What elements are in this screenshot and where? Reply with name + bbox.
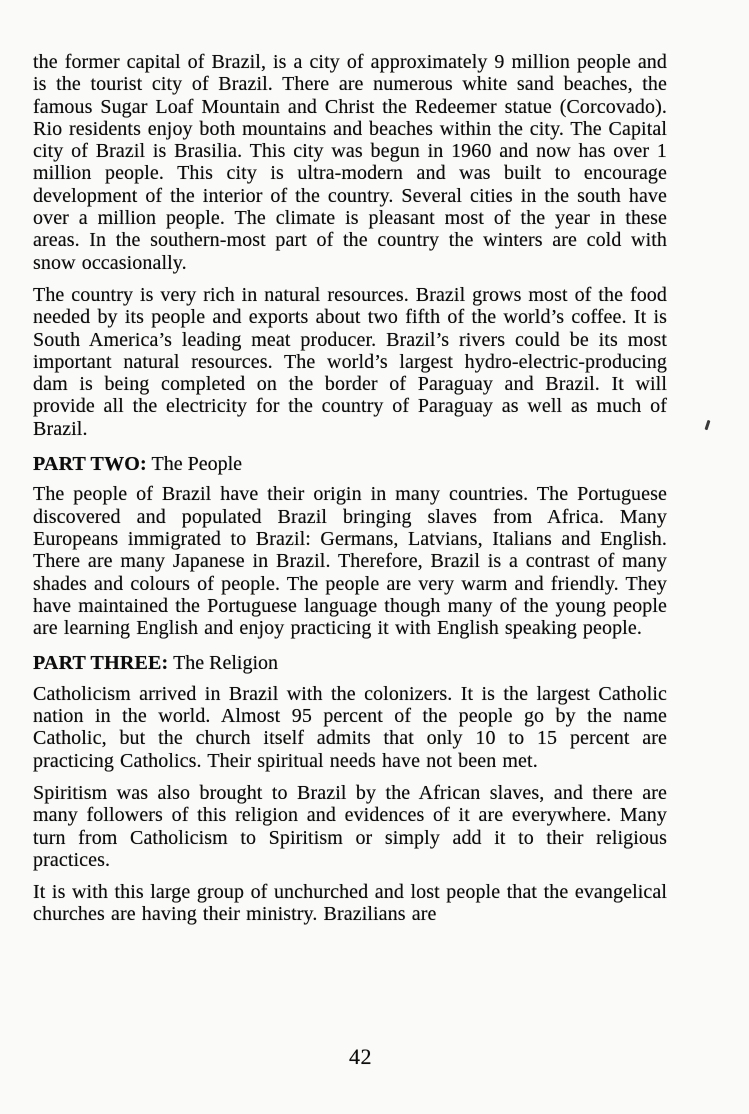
scan-artifact-mark [705,420,710,430]
page-text-block [33,51,667,926]
paragraph-spiritism: Spiritism was also brought to Brazil by the African slaves, and there are many followers of this religion and evidences of it are everywhere. Many turn from Catholicism to Spiritism or simply add it to their religious practices. [33,781,667,871]
paragraph-catholicism: Catholicism arrived in Brazil with the colonizers. It is the largest Catholic nation in the world. Almost 95 percent of the people go by the name Catholic, but the church itself admits that only 10 to 15 percent are practicing Catholics. Their spiritual needs have not been met. [33,682,667,772]
section-heading-part-two [33,453,667,475]
paragraph-evangelical-ministry: It is with this large group of unchurched and lost people that the evangelical churches are having their ministry. Brazilians are [33,881,667,926]
section-heading-part-three-label: PART THREE: [33,652,169,675]
section-heading-part-two-label: PART TWO: [33,453,147,476]
paragraph-the-people: The people of Brazil have their origin in many countries. The Portuguese discovered and populated Brazil bringing slaves from Africa. Many Europeans immigrated to Brazil: Germans, Latvians, Italians and English. There are many Japanese in Brazil. Therefore, Brazil is a contrast of many shades and colours of people. The people are very warm and friendly. They have maintained the Portuguese language though many of the young people are learning English and enjoy practicing it with English speaking people. [33,483,667,640]
section-heading-part-two-title: The People [151,453,243,476]
page-number: 42 [349,1044,372,1069]
section-heading-part-three-title: The Religion [173,652,279,675]
paragraph-intro-cities: the former capital of Brazil, is a city of approximately 9 million people and is the tourist city of Brazil. There are numerous white sand beaches, the famous Sugar Loaf Mountain and Christ the Redeemer statue (Corcovado). Rio residents enjoy both mountains and beaches within the city. The Capital city of Brazil is Brasilia. This city was begun in 1960 and now has over 1 million people. This city is ultra-modern and was built to encourage development of the interior of the country. Several cities in the south have over a million people. The climate is pleasant most of the year in these areas. In the southern-most part of the country the winters are cold with snow occasionally. [33,51,667,274]
paragraph-natural-resources: The country is very rich in natural resources. Brazil grows most of the food needed by its people and exports about two fifth of the world’s coffee. It is South America’s leading meat producer. Brazil’s rivers could be its most important natural resources. The world’s largest hydro-electric-producing dam is being completed on the border of Paraguay and Brazil. It will provide all the electricity for the country of Paraguay as well as much of Brazil. [33,283,667,440]
section-heading-part-three [33,652,667,674]
